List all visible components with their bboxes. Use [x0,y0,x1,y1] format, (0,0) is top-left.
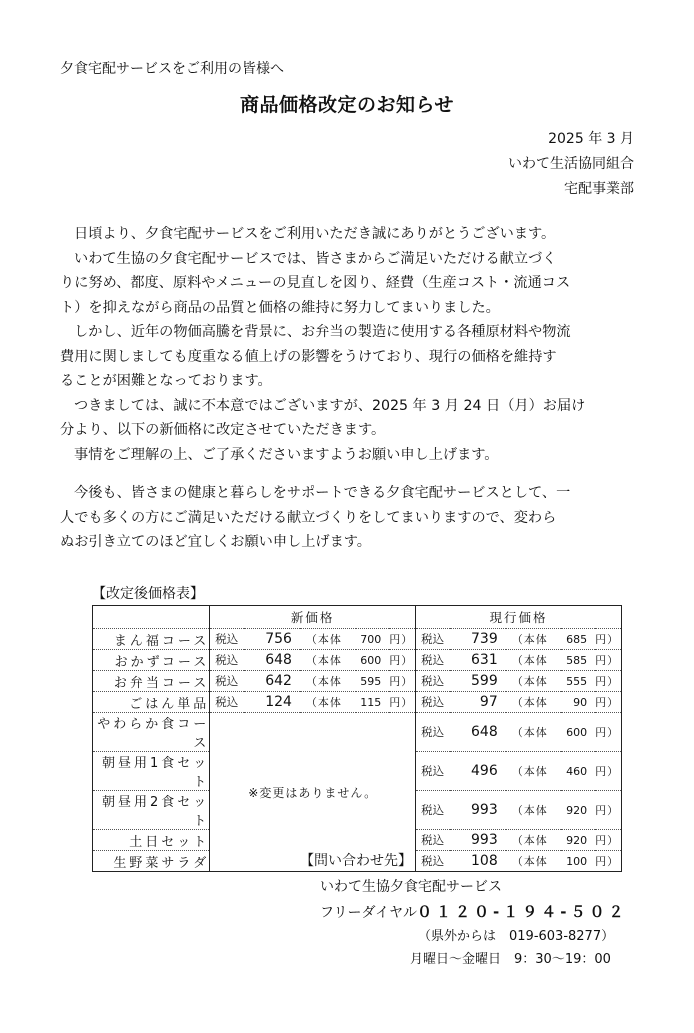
product-name: お弁当コース [93,671,210,692]
paragraph-line: りに努め、都度、原料やメニューの見直しを図り、経費（生産コスト・流通コス [60,275,571,291]
cur-base-label: （本体 [506,671,562,692]
price-table-row [93,713,622,752]
paragraph-line: つきましては、誠に不本意ではございますが、2025 年 3 月 24 日（月）お届け [74,397,586,414]
new-total-price: 756 [244,629,300,650]
cur-total-price: 648 [450,713,506,752]
price-table-row [93,671,622,692]
cur-yen-label: 円） [595,629,621,650]
price-table-row [93,692,622,713]
new-base-label: （本体 [300,692,356,713]
cur-base-label: （本体 [506,650,562,671]
new-total-price: 124 [244,692,300,713]
cur-total-price: 739 [450,629,506,650]
paragraph-line: ぬお引き立てのほど宜しくお願い申し上げます。 [60,534,371,550]
product-name: 生野菜サラダ [93,851,210,872]
price-table-row [93,629,622,650]
cur-tax-label: 税込 [416,713,450,752]
paragraph-line: 分より、以下の新価格に改定させていただきます。 [60,422,386,438]
cur-total-price: 97 [450,692,506,713]
cur-yen-label: 円） [595,650,621,671]
header-new-price: 新価格 [210,606,416,629]
cur-base-price: 585 [561,650,595,671]
cur-yen-label: 円） [595,830,621,851]
product-name: おかずコース [93,650,210,671]
new-base-label: （本体 [300,629,356,650]
department-name: 宅配事業部 [564,181,634,197]
paragraph-line: 今後も、皆さまの健康と暮らしをサポートできる夕食宅配サービスとして、一 [74,485,571,501]
cur-base-price: 555 [561,671,595,692]
new-tax-label: 税込 [210,650,244,671]
new-base-price: 115 [356,692,390,713]
contact-heading: 【問い合わせ先】 [300,853,412,869]
no-change-note: ※変更はありません。 [210,713,416,872]
product-name: ごはん単品 [93,692,210,713]
cur-tax-label: 税込 [416,830,450,851]
cur-base-price: 920 [561,830,595,851]
cur-yen-label: 円） [595,671,621,692]
price-table-header-row [93,606,622,629]
contact-name: いわて生協夕食宅配サービス [320,879,502,895]
new-yen-label: 円） [389,650,415,671]
new-yen-label: 円） [389,671,415,692]
contact-hours: 月曜日～金曜日 9：30～19：00 [410,952,611,967]
paragraph-line: 事情をご理解の上、ご了承くださいますようお願い申し上げます。 [74,446,499,463]
new-yen-label: 円） [389,629,415,650]
new-base-price: 700 [356,629,390,650]
cur-tax-label: 税込 [416,851,450,872]
cur-total-price: 108 [450,851,506,872]
cur-base-label: （本体 [506,830,562,851]
cur-base-price: 460 [561,752,595,791]
cur-yen-label: 円） [595,752,621,791]
cur-base-label: （本体 [506,629,562,650]
cur-tax-label: 税込 [416,671,450,692]
page-title: 商品価格改定のお知らせ [240,94,454,116]
new-total-price: 642 [244,671,300,692]
cur-yen-label: 円） [595,713,621,752]
paragraph-line: 費用に関しましても度重なる値上げの影響をうけており、現行の価格を維持す [60,348,557,365]
new-base-price: 595 [356,671,390,692]
header-blank [93,606,210,629]
cur-base-label: （本体 [506,752,562,791]
new-base-price: 600 [356,650,390,671]
cur-base-price: 100 [561,851,595,872]
product-name: やわらか食コース [93,713,210,752]
cur-tax-label: 税込 [416,650,450,671]
cur-base-label: （本体 [506,713,562,752]
body-paragraph-1 [60,222,640,467]
cur-base-price: 600 [561,713,595,752]
cur-base-price: 90 [561,692,595,713]
cur-base-price: 920 [561,791,595,830]
cur-yen-label: 円） [595,692,621,713]
cur-tax-label: 税込 [416,629,450,650]
freedial-number[interactable]: ０１２０-１９４-５０２ [417,903,628,921]
paragraph-line: 人でも多くの方にご満足いただける献立づくりをしてまいりますので、変わら [60,509,557,526]
price-table-caption: 【改定後価格表】 [92,586,204,602]
cur-total-price: 599 [450,671,506,692]
organization-name: いわて生活協同組合 [508,156,634,172]
cur-base-label: （本体 [506,851,562,872]
cur-yen-label: 円） [595,851,621,872]
new-tax-label: 税込 [210,671,244,692]
cur-total-price: 993 [450,830,506,851]
new-tax-label: 税込 [210,692,244,713]
cur-total-price: 993 [450,791,506,830]
new-base-label: （本体 [300,671,356,692]
contact-outside-prefecture: （県外からは 019-603-8277） [418,929,615,944]
product-name: まん福コース [93,629,210,650]
product-name: 朝昼用1食セット [93,752,210,791]
issue-date: 2025 年 3 月 [548,131,634,147]
new-total-price: 648 [244,650,300,671]
paragraph-line: 日頃より、夕食宅配サービスをご利用いただき誠にありがとうございます。 [74,226,556,242]
greeting: 夕食宅配サービスをご利用の皆様へ [60,61,284,77]
product-name: 土日セット [93,830,210,851]
cur-base-label: （本体 [506,791,562,830]
contact-freedial [320,901,627,922]
cur-total-price: 496 [450,752,506,791]
freedial-label: フリーダイヤル [320,905,418,921]
price-table [92,605,622,872]
paragraph-line: ト）を抑えながら商品の品質と価格の維持に努力してまいりました。 [60,299,500,316]
cur-base-label: （本体 [506,692,562,713]
paragraph-line: いわて生協の夕食宅配サービスでは、皆さまからご満足いただける献立づく [74,250,557,267]
cur-tax-label: 税込 [416,692,450,713]
header-current-price: 現行価格 [416,606,622,629]
new-tax-label: 税込 [210,629,244,650]
paragraph-line: ることが困難となっております。 [60,373,272,389]
cur-tax-label: 税込 [416,791,450,830]
body-paragraph-2 [60,481,640,555]
new-base-label: （本体 [300,650,356,671]
paragraph-line: しかし、近年の物価高騰を背景に、お弁当の製造に使用する各種原材料や物流 [74,324,571,340]
product-name: 朝昼用2食セット [93,791,210,830]
cur-tax-label: 税込 [416,752,450,791]
new-yen-label: 円） [389,692,415,713]
cur-yen-label: 円） [595,791,621,830]
cur-base-price: 685 [561,629,595,650]
cur-total-price: 631 [450,650,506,671]
price-table-row [93,650,622,671]
